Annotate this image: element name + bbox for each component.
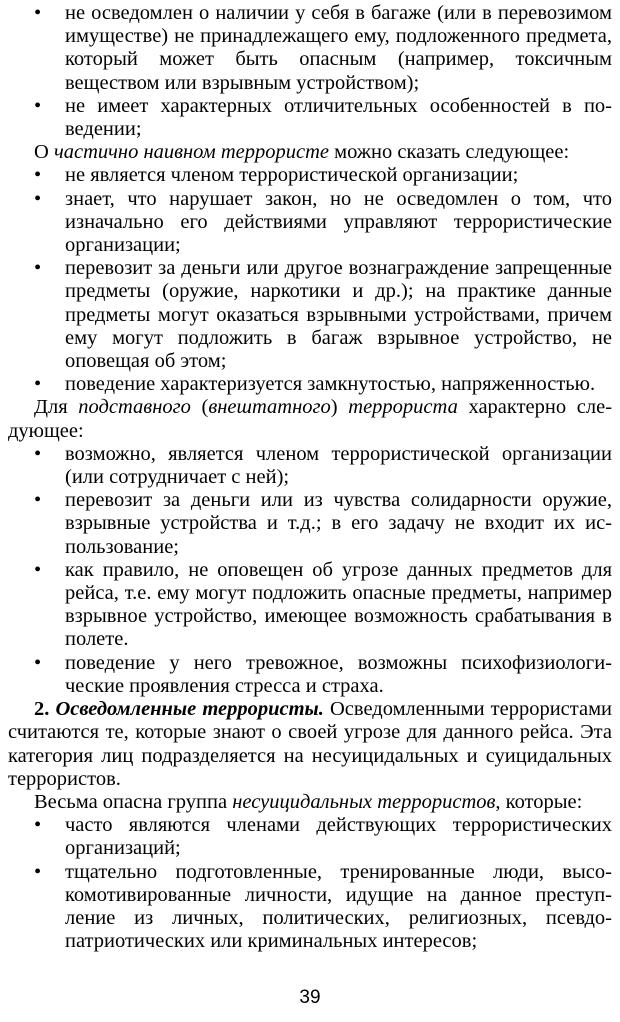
paragraph-text: характерно следующее: bbox=[8, 396, 613, 442]
paragraph-naive-terrorist bbox=[8, 141, 612, 164]
paragraph-text: можно сказать следующее: bbox=[329, 141, 570, 164]
italic-term: несуицидальных террористов bbox=[232, 790, 496, 813]
list-item: • перевозит за деньги или из чувства солидарности оружие, взрывные устройства и т.д.; в его задачу не входит их использование; bbox=[8, 489, 612, 559]
paragraph-substitute-terrorist bbox=[8, 396, 612, 442]
paragraph-text: , которые: bbox=[495, 790, 583, 813]
list-item: • не имеет характерных отличительных особенностей в поведении; bbox=[8, 95, 612, 141]
paragraph-informed-terrorists bbox=[8, 698, 612, 791]
list-item: • как правило, не оповещен об угрозе данных предметов для рейса, т.е. ему могут подложить опасные предметы, например взрывное устройство, имеющее возможность срабатывания в полете. bbox=[8, 559, 612, 652]
paragraph-text: ) bbox=[330, 396, 349, 419]
section-number: 2. bbox=[34, 698, 50, 721]
paragraph-text: Для bbox=[34, 396, 79, 419]
list-item: • не осведомлен о наличии у себя в багаже (или в перевозимом имуществе) не принадлежащего ему, подложенного предмета, который может быть опасным (например, токсичным веществом или взрывным устройством); bbox=[8, 2, 612, 95]
list-item: • тщательно подготовленные, тренированные люди, высокомотивированные личности, идущие на данное преступление из личных, политических, религиозных, псевдопатриотических или криминальных интересов; bbox=[8, 861, 612, 954]
paragraph-text: О bbox=[34, 141, 54, 164]
page-body bbox=[8, 2, 612, 953]
italic-term: террориста bbox=[348, 396, 458, 419]
list-item: • не является членом террористической организации; bbox=[8, 164, 612, 187]
italic-term: частично наивном террористе bbox=[53, 141, 330, 164]
italic-term: подставного bbox=[78, 396, 191, 419]
list-item: • часто являются членами действующих террористических организаций; bbox=[8, 814, 612, 860]
paragraph-text: Осведомленными террористами считаются те, которые знают о своей угрозе для данного рейса. Эта категория лиц подразделяется на несуицидальных и суицидальных террористов. bbox=[8, 698, 613, 790]
list-item: • перевозит за деньги или другое вознаграждение запрещенные предметы (оружие, наркотики и др.); на практике данные предметы могут оказаться взрывными устройствами, причем ему могут подложить в багаж взрывное устройство, не оповещая об этом; bbox=[8, 257, 612, 373]
paragraph-text: Весьма опасна группа bbox=[34, 790, 233, 813]
italic-term: внештатного bbox=[208, 396, 331, 419]
list-item: • поведение характеризуется замкнутостью, напряженностью. bbox=[8, 373, 612, 396]
list-item: • поведение у него тревожное, возможны психофизиологические проявления стресса и страха. bbox=[8, 652, 612, 698]
section-heading: Осведомленные террористы. bbox=[55, 698, 324, 721]
page-number: 39 bbox=[299, 987, 321, 1008]
list-item: • возможно, является членом террористической организации (или сотрудничает с ней); bbox=[8, 443, 612, 489]
paragraph-text: ( bbox=[190, 396, 209, 419]
list-item: • знает, что нарушает закон, но не осведомлен о том, что изначально его действиями управляют террористические организации; bbox=[8, 188, 612, 258]
paragraph-nonsuicidal bbox=[8, 791, 612, 814]
